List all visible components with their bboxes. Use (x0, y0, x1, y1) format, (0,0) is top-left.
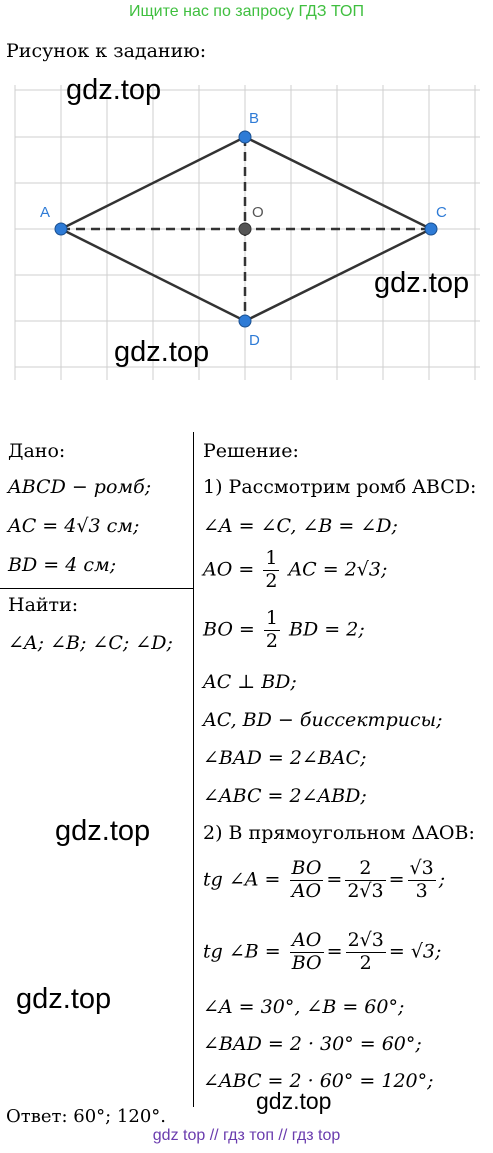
point-d (239, 315, 251, 327)
watermark: gdz.top (16, 983, 112, 1015)
rhombus-figure (0, 70, 493, 390)
solution-line: ∠BAD = 2∠BAC; (203, 747, 367, 769)
given-title: Дано: (8, 440, 66, 462)
tg-b-lhs: tg ∠B = (203, 940, 281, 963)
fraction-half (264, 608, 280, 653)
fraction-denominator: 2 (265, 629, 278, 652)
fraction-denominator: BO (291, 951, 322, 974)
bo-rhs: BD = 2; (289, 618, 365, 641)
label-o: O (252, 204, 264, 221)
solution-line: ∠ABC = 2 · 60° = 120°; (203, 1070, 434, 1092)
watermark: gdz.top (66, 74, 162, 106)
watermark: gdz.top (374, 267, 470, 299)
footer-links[interactable]: gdz top // гдз топ // гдз top (152, 1127, 341, 1144)
solution-line: ∠A = 30°, ∠B = 60°; (203, 996, 405, 1018)
solution-line: ∠ABC = 2∠ABD; (203, 785, 367, 807)
solution-line: ∠A = ∠C, ∠B = ∠D; (203, 515, 398, 537)
label-d: D (249, 332, 260, 349)
figure-caption: Рисунок к заданию: (6, 40, 207, 62)
solution-title: Решение: (203, 440, 299, 462)
watermark: gdz.top (114, 336, 210, 368)
answer: Ответ: 60°; 120°. (6, 1106, 167, 1127)
fraction (290, 858, 324, 903)
tg-b-result: = √3; (388, 940, 442, 963)
label-a: A (40, 204, 51, 221)
label-b: B (249, 110, 260, 127)
solution-line: AC ⊥ BD; (203, 671, 297, 693)
fraction (346, 930, 386, 975)
fraction-numerator: 2√3 (347, 929, 384, 951)
fraction-half (263, 548, 279, 593)
fraction (345, 858, 385, 903)
fraction-numerator: 2 (345, 858, 385, 881)
bo-lhs: BO = (203, 618, 255, 641)
point-a (55, 223, 67, 235)
solution-line: ∠BAD = 2 · 30° = 60°; (203, 1033, 422, 1055)
given-line: BD = 4 см; (8, 554, 117, 576)
fraction (408, 858, 436, 903)
fraction-numerator: BO (291, 857, 322, 879)
fraction-numerator: √3 (409, 857, 434, 879)
promo-banner: Ищите нас по запросу ГДЗ ТОП (129, 3, 364, 20)
fraction-numerator: 1 (265, 547, 278, 569)
fraction-denominator: 3 (415, 879, 428, 902)
solution-line-tg-a: tg ∠A = $\frac{BO}{AO}$ = $\frac{2}{2√3}$ = $\frac{√3}{3}$ ; (203, 857, 446, 902)
table-divider-vertical (193, 432, 194, 1107)
fraction-denominator: 2 (359, 951, 372, 974)
solution-step-1: 1) Рассмотрим ромб ABCD: (203, 476, 477, 498)
label-c: C (436, 204, 447, 221)
watermark: gdz.top (256, 1088, 332, 1114)
fraction-denominator: 2 (265, 569, 278, 592)
solution-line-ao (203, 548, 387, 593)
table-divider-horizontal (0, 588, 193, 589)
fraction-denominator: AO (291, 879, 322, 902)
fraction-denominator: 2√3 (347, 879, 384, 902)
solution-step-2: 2) В прямоугольном ΔAOB: (203, 822, 475, 844)
ao-lhs: AO = (203, 558, 255, 581)
given-line: AC = 4√3 см; (8, 515, 140, 537)
ao-rhs: AC = 2√3; (288, 558, 388, 581)
point-o (239, 223, 251, 235)
given-line: ABCD − ромб; (8, 476, 152, 498)
fraction-numerator: 1 (265, 607, 278, 629)
find-title: Найти: (8, 594, 79, 616)
tg-a-lhs: tg ∠A = (203, 868, 281, 891)
point-c (425, 223, 437, 235)
solution-line: AC, BD − биссектрисы; (203, 709, 443, 731)
solution-line-tg-b: tg ∠B = $\frac{AO}{BO}$ = $\frac{2√3}{2}$ = √3; (203, 929, 442, 974)
point-b (239, 131, 251, 143)
solution-line-bo (203, 608, 365, 653)
watermark: gdz.top (55, 815, 151, 847)
fraction (290, 930, 324, 975)
fraction-numerator: AO (290, 930, 324, 953)
find-line: ∠A; ∠B; ∠C; ∠D; (8, 632, 173, 654)
